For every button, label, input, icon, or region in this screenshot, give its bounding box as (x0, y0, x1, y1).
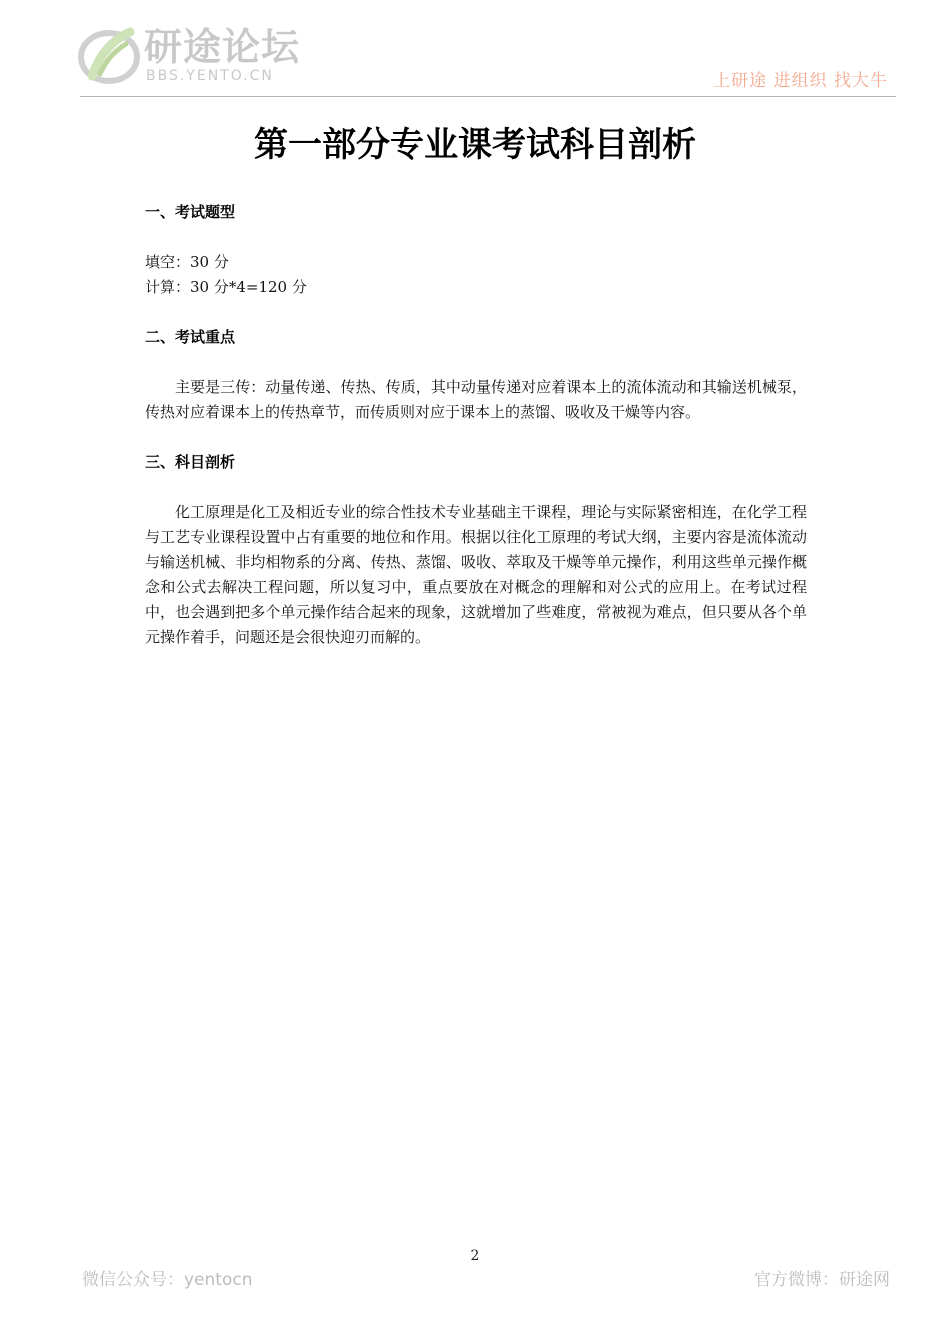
logo (78, 24, 338, 92)
section-heading-question-types: 一、考试题型 (145, 203, 236, 221)
logo-chinese-text: 研途论坛 (144, 25, 301, 69)
key-points-paragraph: 主要是三传：动量传递、传热、传质，其中动量传递对应着课本上的流体流动和其输送机械泵，传热对应着课本上的传热章节，而传质则对应于课本上的蒸馏、吸收及干燥等内容。 (145, 378, 807, 421)
yento-logo-icon (78, 24, 140, 86)
logo-english-text: BBS.YENTO.CN (146, 68, 274, 84)
section-heading-subject-analysis: 三、科目剖析 (145, 453, 236, 471)
page-title: 第一部分专业课考试科目剖析 (254, 125, 696, 165)
section-heading-key-points: 二、考试重点 (145, 328, 236, 346)
footer-weibo: 官方微博：研途网 (754, 1270, 890, 1290)
page-number: 2 (470, 1248, 480, 1264)
footer-wechat: 微信公众号：yentocn (82, 1270, 253, 1290)
header-divider (80, 96, 896, 97)
header-slogan: 上研途 进组织 找大牛 (713, 71, 888, 91)
subject-analysis-paragraph: 化工原理是化工及相近专业的综合性技术专业基础主干课程，理论与实际紧密相连，在化学工程与工艺专业课程设置中占有重要的地位和作用。根据以往化工原理的考试大纲，主要内容是流体流动与输送机械、非均相物系的分离、传热、蒸馏、吸收、萃取及干燥等单元操作，利用这些单元操作概念和公式去解决工程问题，所以复习中，重点要放在对概念的理解和对公式的应用上。在考试过程中，也会遇到把多个单元操作结合起来的现象，这就增加了些难度，常被视为难点，但只要从各个单元操作着手，问题还是会很快迎刃而解的。 (145, 503, 807, 646)
question-type-line: 计算：30 分*4=120 分 (145, 278, 307, 296)
document-body (145, 200, 807, 650)
page-header (0, 0, 950, 100)
question-type-line: 填空：30 分 (145, 253, 229, 271)
